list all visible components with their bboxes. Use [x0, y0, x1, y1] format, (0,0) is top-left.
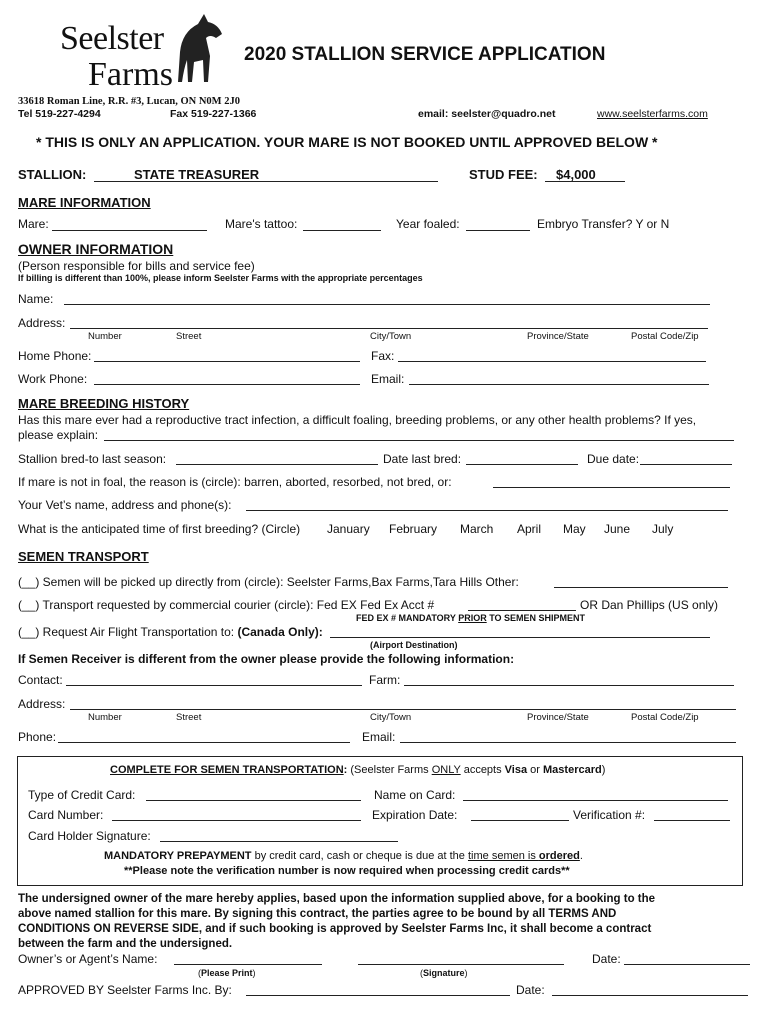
pickup-other-field[interactable]	[554, 587, 728, 588]
bred-field[interactable]	[176, 464, 378, 465]
flight-option[interactable]: (__) Request Air Flight Transportation to: (Canada Only):	[18, 625, 323, 639]
owner-address-label: Address:	[18, 316, 66, 330]
receiver-address-label: Address:	[18, 697, 66, 711]
owner-sub1: (Person responsible for bills and service fee)	[18, 259, 255, 273]
owner-email-field[interactable]	[409, 384, 709, 385]
approved-date-label: Date:	[516, 983, 545, 997]
history-q1-field[interactable]	[104, 440, 734, 441]
owner-agent-name-field[interactable]	[174, 964, 322, 965]
email-text: email: seelster@quadro.net	[418, 108, 556, 120]
courier-option[interactable]: (__) Transport requested by commercial courier (circle): Fed EX Fed Ex Acct #	[18, 598, 435, 612]
owner-email-label: Email:	[371, 372, 405, 386]
owner-signature-field[interactable]	[358, 964, 564, 965]
owner-agent-label: Owner’s or Agent’s Name:	[18, 952, 158, 966]
vet-field[interactable]	[246, 510, 728, 511]
col-street: Street	[176, 331, 202, 342]
mare-info-heading: MARE INFORMATION	[18, 195, 151, 210]
fedex-acct-field[interactable]	[468, 610, 576, 611]
owner-info-heading: OWNER INFORMATION	[18, 241, 174, 257]
history-q1a: Has this mare ever had a reproductive tract infection, a difficult foaling, breeding problems, or any other health problems? If yes,	[18, 413, 697, 427]
website-link[interactable]: www.seelsterfarms.com	[597, 108, 708, 120]
flight-field[interactable]	[330, 637, 710, 638]
mare-field[interactable]	[52, 230, 207, 231]
tattoo-label: Mare's tattoo:	[225, 217, 298, 231]
airport-label: (Airport Destination)	[370, 640, 458, 650]
stallion-label: STALLION:	[18, 167, 87, 182]
verification-note: **Please note the verification number is now required when processing credit cards**	[124, 865, 570, 877]
please-print-label: (Please Print)	[198, 968, 256, 978]
verification-label: Verification #:	[573, 808, 646, 822]
owner-fax-field[interactable]	[398, 361, 706, 362]
semen-heading: SEMEN TRANSPORT	[18, 549, 149, 564]
vet-label: Your Vet’s name, address and phone(s):	[18, 498, 232, 512]
col-province: Province/State	[527, 331, 589, 342]
logo-line1: Seelster	[60, 20, 164, 57]
card-number-field[interactable]	[112, 820, 361, 821]
stud-fee-label: STUD FEE:	[469, 167, 538, 182]
agreement-date-label: Date:	[592, 952, 621, 966]
logo	[60, 12, 230, 92]
address-line: 33618 Roman Line, R.R. #3, Lucan, ON N0M 2J0	[18, 96, 240, 107]
date-bred-label: Date last bred:	[383, 452, 462, 466]
logo-line2: Farms	[88, 56, 173, 93]
foaled-label: Year foaled:	[396, 217, 460, 231]
approved-label: APPROVED BY Seelster Farms Inc. By:	[18, 983, 232, 997]
agreement-date-field[interactable]	[624, 964, 750, 965]
month-july[interactable]: July	[652, 522, 674, 536]
receiver-phone-field[interactable]	[58, 742, 350, 743]
stallion-value: STATE TREASURER	[134, 167, 260, 182]
rcol-city: City/Town	[370, 712, 412, 723]
verification-field[interactable]	[654, 820, 730, 821]
approved-by-field[interactable]	[246, 995, 510, 996]
card-type-label: Type of Credit Card:	[28, 788, 136, 802]
fedex-note: FED EX # MANDATORY PRIOR TO SEMEN SHIPMENT	[356, 613, 586, 623]
agreement-l2: above named stallion for this mare. By signing this contract, the parties agree to be bound by all TERMS AND	[18, 908, 617, 920]
signature-label: Card Holder Signature:	[28, 829, 151, 843]
payment-heading: COMPLETE FOR SEMEN TRANSPORTATION: (Seelster Farms ONLY accepts Visa or Mastercard)	[110, 764, 606, 776]
month-may[interactable]: May	[563, 522, 586, 536]
bred-label: Stallion bred-to last season:	[18, 452, 167, 466]
rcol-number: Number	[88, 712, 122, 723]
owner-fax-label: Fax:	[371, 349, 395, 363]
fax-text: Fax 519-227-1366	[170, 108, 257, 120]
name-on-card-label: Name on Card:	[374, 788, 456, 802]
rcol-postal: Postal Code/Zip	[631, 712, 699, 723]
date-bred-field[interactable]	[466, 464, 578, 465]
embryo-label: Embryo Transfer? Y or N	[537, 217, 670, 231]
agreement-l3: CONDITIONS ON REVERSE SIDE, and if such booking is approved by Seelster Farms Inc, it shall become a contract	[18, 923, 652, 935]
card-type-field[interactable]	[146, 800, 361, 801]
tattoo-field[interactable]	[303, 230, 381, 231]
stud-fee-line	[545, 181, 625, 182]
horse-icon	[170, 12, 230, 84]
farm-field[interactable]	[404, 685, 734, 686]
receiver-note: If Semen Receiver is different from the owner please provide the following information:	[18, 652, 515, 666]
owner-name-label: Name:	[18, 292, 54, 306]
due-label: Due date:	[587, 452, 640, 466]
month-april[interactable]: April	[517, 522, 542, 536]
month-february[interactable]: February	[389, 522, 438, 536]
owner-address-field[interactable]	[70, 328, 708, 329]
due-field[interactable]	[640, 464, 732, 465]
receiver-phone-label: Phone:	[18, 730, 57, 744]
home-phone-label: Home Phone:	[18, 349, 92, 363]
receiver-address-field[interactable]	[70, 709, 736, 710]
name-on-card-field[interactable]	[463, 800, 728, 801]
work-phone-field[interactable]	[94, 384, 360, 385]
notice: * THIS IS ONLY AN APPLICATION. YOUR MARE IS NOT BOOKED UNTIL APPROVED BELOW *	[36, 134, 658, 150]
col-number: Number	[88, 331, 122, 342]
stallion-line	[94, 181, 438, 182]
contact-label: Contact:	[18, 673, 63, 687]
mare-label: Mare:	[18, 217, 49, 231]
history-q1b: please explain:	[18, 428, 99, 442]
card-number-label: Card Number:	[28, 808, 104, 822]
expiration-field[interactable]	[471, 820, 569, 821]
receiver-email-field[interactable]	[400, 742, 736, 743]
month-january[interactable]: January	[327, 522, 370, 536]
foaled-field[interactable]	[466, 230, 530, 231]
col-city: City/Town	[370, 331, 412, 342]
pickup-option[interactable]: (__) Semen will be picked up directly from (circle): Seelster Farms,Bax Farms,Tara Hills Other:	[18, 575, 519, 589]
contact-field[interactable]	[66, 685, 362, 686]
mandatory-note: MANDATORY PREPAYMENT by credit card, cash or cheque is due at the time semen is ordered.	[104, 850, 583, 862]
home-phone-field[interactable]	[94, 361, 360, 362]
month-june[interactable]: June	[604, 522, 631, 536]
col-postal: Postal Code/Zip	[631, 331, 699, 342]
work-phone-label: Work Phone:	[18, 372, 88, 386]
receiver-email-label: Email:	[362, 730, 396, 744]
owner-name-field[interactable]	[64, 304, 710, 305]
agreement-l1: The undersigned owner of the mare hereby applies, based upon the information supplied above, for a booking to the	[18, 893, 656, 905]
approved-date-field[interactable]	[552, 995, 748, 996]
notfoal-label: If mare is not in foal, the reason is (circle): barren, aborted, resorbed, not bred, or:	[18, 475, 452, 489]
signature-caption: (Signature)	[420, 968, 468, 978]
agreement-l4: between the farm and the undersigned.	[18, 938, 233, 950]
farm-label: Farm:	[369, 673, 401, 687]
notfoal-field[interactable]	[493, 487, 730, 488]
phone-text: Tel 519-227-4294	[18, 108, 101, 120]
month-march[interactable]: March	[460, 522, 494, 536]
card-signature-field[interactable]	[160, 841, 398, 842]
first-breeding-label: What is the anticipated time of first breeding? (Circle)	[18, 522, 301, 536]
page-title: 2020 STALLION SERVICE APPLICATION	[244, 44, 606, 65]
rcol-street: Street	[176, 712, 202, 723]
owner-sub2: If billing is different than 100%, please inform Seelster Farms with the appropriate percentages	[18, 273, 423, 283]
rcol-province: Province/State	[527, 712, 589, 723]
courier-or: OR Dan Phillips (US only)	[580, 598, 719, 612]
history-heading: MARE BREEDING HISTORY	[18, 396, 190, 411]
stud-fee-value: $4,000	[556, 167, 596, 182]
expiration-label: Expiration Date:	[372, 808, 458, 822]
